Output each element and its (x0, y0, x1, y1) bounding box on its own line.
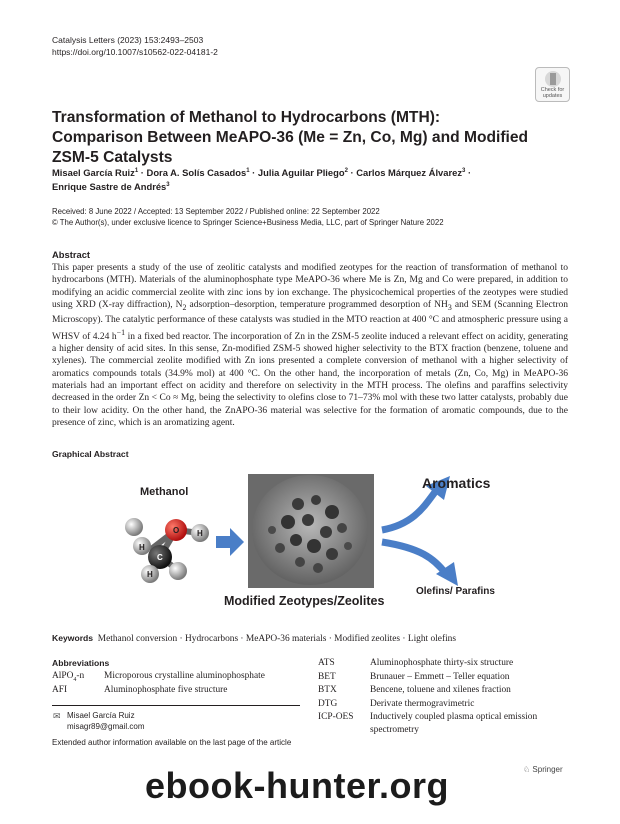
abbreviation-row (318, 671, 573, 683)
extended-info-note: Extended author information available on the last page of the article (52, 738, 292, 747)
article-title: Transformation of Methanol to Hydrocarbons (MTH): Comparison Between MeAPO-36 (Me = Zn, Co, Mg) and Modified ZSM-5 Catalysts (52, 109, 529, 166)
abbreviation-desc: Aluminophosphate thirty-six structure (370, 658, 514, 668)
methanol-label: Methanol (140, 486, 189, 498)
abbreviation-row (318, 684, 573, 696)
abbreviation-term: AFI (52, 685, 68, 695)
abbreviation-row (52, 684, 302, 696)
abbreviation-desc: Derivate thermogravimetric (370, 698, 475, 709)
keywords-text: Methanol conversion · Hydrocarbons · MeAPO-36 materials · Modified zeolites · Light olefins (97, 634, 457, 644)
graphical-abstract-figure (120, 470, 520, 618)
affiliation-mark: 1 (246, 168, 250, 174)
figure-caption: Modified Zeotypes/Zeolites (224, 594, 385, 608)
abbreviation-term: BTX (318, 685, 337, 695)
publisher-logo (523, 765, 563, 774)
keywords-line (52, 632, 572, 646)
abstract-text: and SEM (Scanning Electron Microscopy). The catalytic performance of these catalysts was studied in the MTO reaction at 400 °C and atmospheric pressure using a WHSV of 4.24 h (52, 300, 568, 342)
watermark-text: ebook-hunter.org (145, 765, 449, 806)
abbreviation-desc: Bencene, toluene and xilenes fraction (370, 685, 511, 695)
crossmark-icon (545, 71, 561, 87)
publisher-name: Springer (532, 765, 563, 774)
abstract-text: This paper presents a study of the use of zeolitic catalysts and modified zeotypes for the reaction of transformation of methanol to hydrocarbons (MTH). Materials of the aluminophosphate type MeAPO-36 where Me is Zn, Mg and Co were prepared, in addition to modifying an acidic commercial zeolite with zinc ions by ion exchange. The physicochemical properties of the zeotypes were studied using XRD (X-ray diffraction), N (52, 263, 568, 311)
abbreviation-term: ICP-OES (318, 712, 354, 722)
doi-link[interactable]: https://doi.org/10.1007/s10562-022-04181-2 (52, 47, 218, 57)
publication-history (52, 206, 572, 228)
hydrogen-label: H (139, 543, 145, 552)
hydrogen-label: H (197, 529, 203, 538)
abstract-body (52, 262, 568, 430)
abbreviation-term: DTG (318, 698, 338, 709)
affiliation-mark: 1 (134, 168, 139, 174)
hydrogen-label: H (147, 570, 153, 579)
abbreviation-desc: Inductively coupled plasma optical emission spectrometry (370, 712, 538, 735)
abstract-text: adsorption–desorption, temperature programmed desorption of NH (186, 300, 448, 311)
abbreviation-row (318, 657, 573, 669)
arrow-down-icon (382, 542, 446, 574)
author-name[interactable]: Dora A. Solís Casados (146, 167, 247, 179)
abbreviation-row (52, 670, 302, 682)
abbreviation-desc: Brunauer – Emmett – Teller equation (370, 671, 510, 682)
author-email[interactable]: misagr89@gmail.com (67, 722, 145, 731)
aromatics-label: Aromatics (422, 475, 491, 491)
abbreviation-term: AlPO$_4$-n (52, 671, 85, 683)
author-name[interactable]: Carlos Márquez Álvarez (356, 167, 463, 179)
subscript: 2 (182, 302, 187, 312)
methanol-molecule-icon (125, 518, 209, 583)
affiliation-mark: 2 (344, 168, 348, 174)
abstract-heading: Abstract (52, 249, 91, 260)
footnote-rule (52, 705, 300, 706)
arrow-up-icon (382, 488, 438, 530)
author-name[interactable]: Enrique Sastre de Andrés (52, 181, 167, 193)
affiliation-mark: 3 (462, 168, 466, 174)
keywords-label: Keywords (52, 633, 94, 643)
author-list: Misael García Ruiz$^1$ · Dora A. Solís Casados$^1$ · Julia Aguilar Pliego$^2$ · Carlos Márquez Álvarez$^3$ · Enrique Sastre de Andrés$^3$ (52, 167, 472, 193)
carbon-label: C (157, 553, 163, 562)
corresponding-author: Misael García Ruiz (67, 711, 135, 720)
abbreviation-term: ATS (318, 658, 335, 668)
superscript: −1 (116, 327, 126, 337)
oxygen-label: O (173, 526, 180, 535)
crossmark-badge[interactable] (535, 67, 570, 102)
abbreviation-row (318, 698, 573, 710)
author-name[interactable]: Misael García Ruiz (52, 167, 135, 179)
olefins-label: Olefins/ Parafins (416, 586, 495, 597)
journal-citation: Catalysis Letters (2023) 153:2493–2503 (52, 35, 204, 45)
received-dates: Received: 8 June 2022 / Accepted: 13 September 2022 / Published online: 22 September 2022 (52, 207, 380, 216)
arrow-right-icon (216, 528, 244, 556)
springer-horse-icon: ♘ (523, 765, 531, 774)
abbreviation-desc: Aluminophosphate five structure (104, 685, 228, 695)
abbreviations-heading: Abbreviations (52, 658, 110, 668)
crossmark-label: Check for updates (540, 87, 565, 99)
sem-micrograph (248, 474, 374, 588)
journal-header (52, 34, 218, 58)
envelope-icon: ✉ (53, 711, 61, 721)
abbreviation-term: BET (318, 671, 336, 682)
author-name[interactable]: Julia Aguilar Pliego (257, 167, 345, 179)
subscript: 3 (447, 302, 452, 312)
graphical-abstract-heading: Graphical Abstract (52, 449, 129, 459)
abbreviation-desc: Microporous crystalline aluminophosphate (104, 671, 265, 681)
copyright-line: © The Author(s), under exclusive licence to Springer Science+Business Media, LLC, part of Springer Nature 2022 (52, 218, 444, 227)
affiliation-mark: 3 (166, 182, 170, 189)
abstract-text: in a fixed bed reactor. The incorporation of Zn in the ZSM-5 zeolite induced a relevant effect on acidity, generating a higher density of acid sites. In this sense, Zn-modified ZSM-5 showed higher selectivity to the BTX fraction (benzene, toluene and xylenes). The commercial zeolite modified with Zn ions presented a complete conversion of methanol with a higher selectivity of aromatics compounds totals (34.9% mol) at 400 °C. On the other hand, the incorporation of metals (Zn, Co, Mg) in MeAPO-36 materials had an important effect on acidity and therefore on selectivity in the MTH process. The olefins and paraffins selectivity decreased in the order Zn < Co ≈ Mg, being the selectivity to olefins close to 71–73% mol with these two latter catalysts, probably due to their low acidity. On the other hand, the ZnAPO-36 material was selective for the formation of aromatic compounds, due to the presence of zinc, which is an aromatizing agent. (52, 331, 568, 429)
abbreviation-row (318, 711, 573, 737)
